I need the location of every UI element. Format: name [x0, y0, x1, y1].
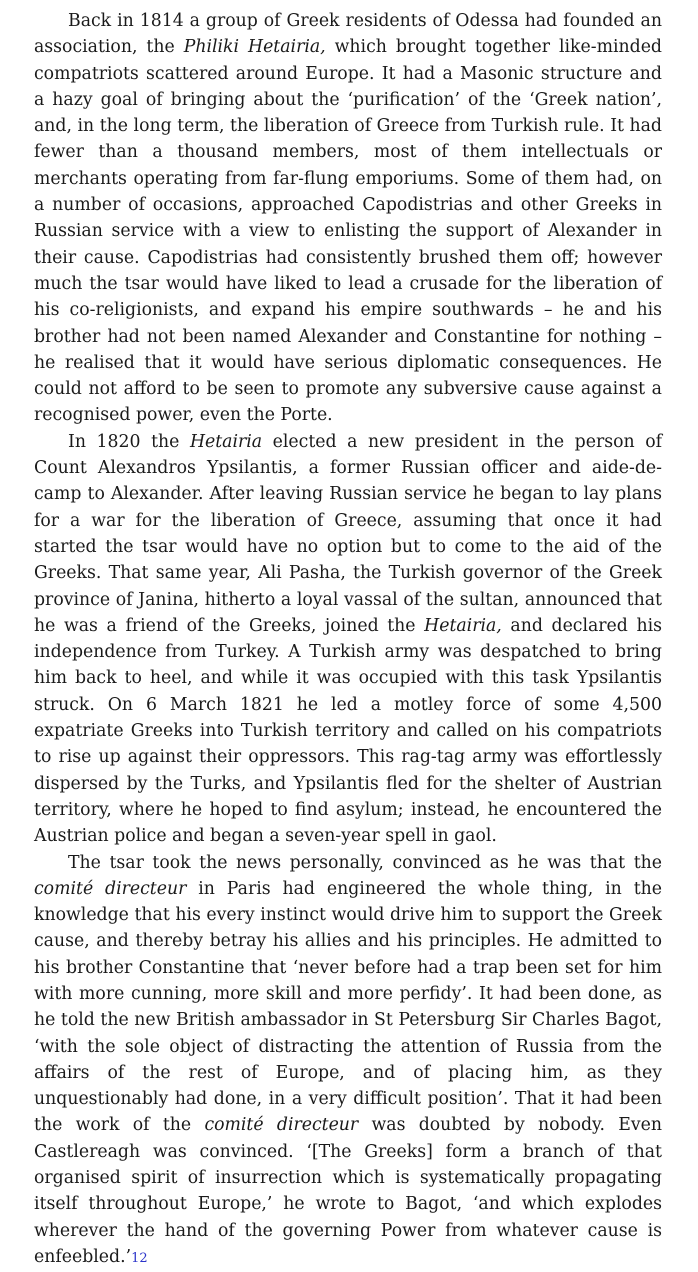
paragraph-1-italic-philiki-hetairia: Philiki Hetairia,: [184, 37, 326, 57]
paragraph-2: [34, 429, 662, 850]
paragraph-1: [34, 8, 662, 429]
paragraph-3-text-1: The tsar took the news personally, convinced as he was that the: [68, 853, 662, 873]
paragraph-2-italic-hetairia: Hetairia: [190, 432, 262, 452]
paragraph-3-text-3: was doubted by nobody. Even Castlereagh was convinced. ‘[The Greeks] form a branch of that organised spirit of insurrection which is systematically propagating itself throughout Europe,’ he wrote to Bagot, ‘and which explodes wherever the hand of the governing Power from whatever cause is enfeebled.’: [34, 1115, 662, 1266]
paragraph-1-text-1: Back in 1814 a group of Greek residents of Odessa had founded an association, the: [34, 11, 662, 57]
paragraph-2-italic-hetairia-2: Hetairia,: [424, 616, 502, 636]
footnote-link-12[interactable]: 12: [131, 1251, 148, 1266]
book-page-text: [34, 8, 662, 1272]
paragraph-3: [34, 850, 662, 1272]
paragraph-3-italic-comite-directeur: comité directeur: [34, 879, 186, 899]
paragraph-2-text-2: elected a new president in the person of Count Alexandros Ypsilantis, a former Russian officer and aide-de-camp to Alexander. After leaving Russian service he began to lay plans for a war for the liberation of Greece, assuming that once it had started the tsar would have no option but to come to the aid of the Greeks. That same year, Ali Pasha, the Turkish governor of the Greek province of Janina, hitherto a loyal vassal of the sultan, announced that he was a friend of the Greeks, joined the: [34, 432, 662, 636]
paragraph-2-text-3: and declared his independence from Turkey. A Turkish army was despatched to bring him back to heel, and while it was occupied with this task Ypsilantis struck. On 6 March 1821 he led a motley force of some 4,500 expatriate Greeks into Turkish territory and called on his compatriots to rise up against their oppressors. This rag-tag army was effortlessly dispersed by the Turks, and Ypsilantis fled for the shelter of Austrian territory, where he hoped to find asylum; instead, he encountered the Austrian police and began a seven-year spell in gaol.: [34, 616, 662, 846]
paragraph-3-italic-comite-directeur-2: comité directeur: [204, 1115, 358, 1135]
paragraph-1-text-2: which brought together like-minded compatriots scattered around Europe. It had a Masonic structure and a hazy goal of bringing about the ‘purification’ of the ‘Greek nation’, and, in the long term, the liberation of Greece from Turkish rule. It had fewer than a thousand members, most of them intellectuals or merchants operating from far-flung emporiums. Some of them had, on a number of occasions, approached Capodistrias and other Greeks in Russian service with a view to enlisting the support of Alexander in their cause. Capodistrias had consistently brushed them off; however much the tsar would have liked to lead a crusade for the liberation of his co-religionists, and expand his empire southwards – he and his brother had not been named Alexander and Constantine for nothing – he realised that it would have serious diplomatic consequences. He could not afford to be seen to promote any subversive cause against a recognised power, even the Porte.: [34, 37, 662, 425]
paragraph-3-text-2: in Paris had engineered the whole thing, in the knowledge that his every instinct would drive him to support the Greek cause, and thereby betray his allies and his principles. He admitted to his brother Constantine that ‘never before had a trap been set for him with more cunning, more skill and more perfidy’. It had been done, as he told the new British ambassador in St Petersburg Sir Charles Bagot, ‘with the sole object of distracting the attention of Russia from the affairs of the rest of Europe, and of placing him, as they unquestionably had done, in a very difficult position’. That it had been the work of the: [34, 879, 662, 1136]
paragraph-2-text-1: In 1820 the: [68, 432, 190, 452]
